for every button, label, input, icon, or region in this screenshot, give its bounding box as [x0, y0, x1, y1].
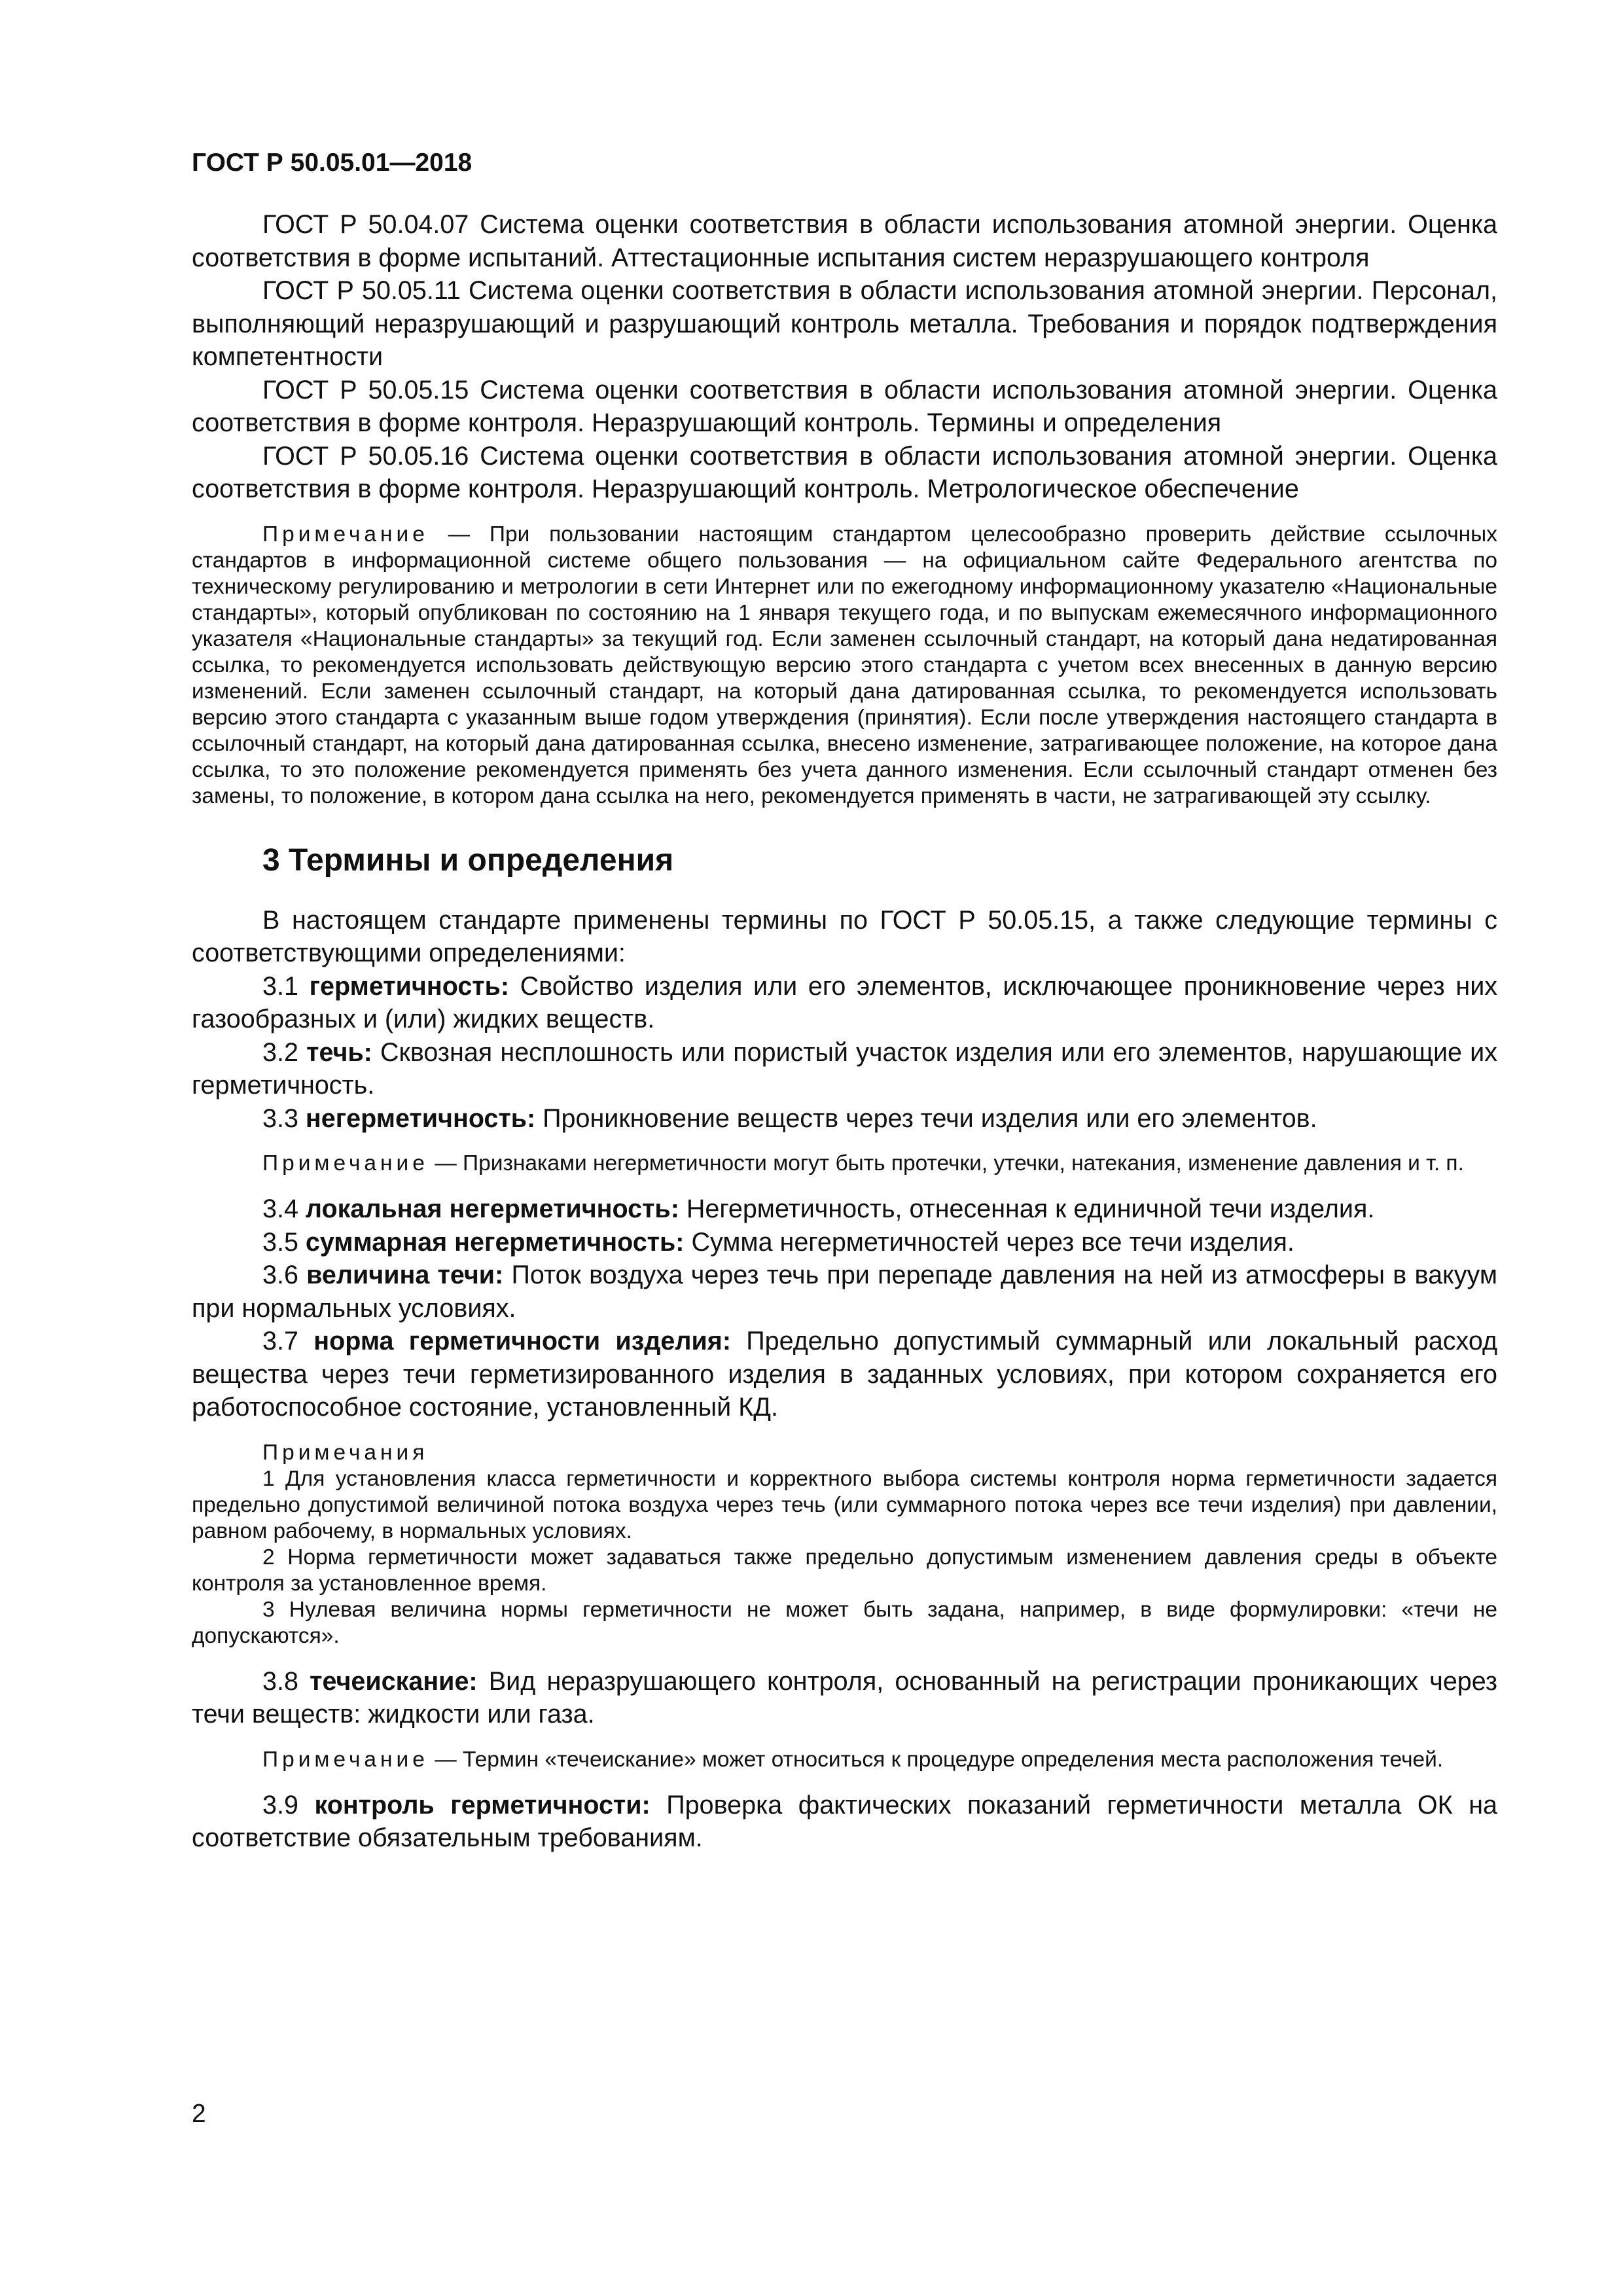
term-3-7	[192, 1325, 1497, 1424]
term-3-2	[192, 1036, 1497, 1102]
term-definition: Поток воздуха через течь при перепаде давления на ней из атмосферы в вакуум при нормальных условиях.	[192, 1261, 1497, 1323]
reference-item: ГОСТ Р 50.04.07 Система оценки соответствия в области использования атомной энергии. Оценка соответствия в форме испытаний. Аттестационные испытания систем неразрушающего контроля	[192, 210, 1497, 272]
note-text: При пользовании настоящим стандартом целесообразно проверить действие ссылочных стандартов в информационной системе общего пользования — на официальном сайте Федерального агентства по техническому регулированию и метрологии в сети Интернет или по ежегодному информационному указателю «Национальные стандарты», который опубликован по состоянию на 1 января текущего года, и по выпускам ежемесячного информационного указателя «Национальные стандарты» за текущий год. Если заменен ссылочный стандарт, на который дана недатированная ссылка, то рекомендуется использовать действующую версию этого стандарта с учетом всех внесенных в данную версию изменений. Если заменен ссылочный стандарт, на который дана датированная ссылка, то рекомендуется использовать версию этого стандарта с указанным выше годом утверждения (принятия). Если после утверждения настоящего стандарта в ссылочный стандарт, на который дана датированная ссылка, внесено изменение, затрагивающее положение, на которое дана ссылка, то это положение рекомендуется применять без учета данного изменения. Если ссылочный стандарт отменен без замены, то положение, в котором дана ссылка на него, рекомендуется применять в части, не затрагивающей эту ссылку.	[192, 522, 1497, 808]
note-label: Примечание	[262, 522, 429, 547]
document-code-header: ГОСТ Р 50.05.01—2018	[192, 149, 473, 177]
note-3-7-2: 2 Норма герметичности может задаваться также предельно допустимым изменением давления среды в объекте контроля за установленное время.	[192, 1545, 1497, 1596]
term-name: суммарная негерметичность:	[305, 1227, 685, 1257]
term-name: величина течи:	[306, 1261, 504, 1289]
note-3-7-3: 3 Нулевая величина нормы герметичности не может быть задана, например, в виде формулировки: «течи не допускаются».	[192, 1597, 1497, 1648]
note-label: Примечание	[262, 1747, 429, 1772]
term-3-4	[192, 1193, 1497, 1226]
notes-3-7-label	[192, 1440, 1497, 1466]
term-3-8	[192, 1665, 1497, 1731]
term-name: течь:	[306, 1037, 372, 1067]
reference-item: ГОСТ Р 50.05.15 Система оценки соответствия в области использования атомной энергии. Оценка соответствия в форме контроля. Неразрушающий контроль. Термины и определения	[192, 375, 1497, 437]
note-dash: —	[428, 1747, 463, 1772]
note-text: Термин «течеискание» может относиться к процедуре определения места расположения течей.	[463, 1747, 1444, 1772]
reference-item: ГОСТ Р 50.05.11 Система оценки соответствия в области использования атомной энергии. Персонал, выполняющий неразрушающий и разрушающий контроль металла. Требования и порядок подтверждения компетентности	[192, 276, 1497, 371]
term-3-6	[192, 1259, 1497, 1325]
note-text: Признаками негерметичности могут быть протечки, утечки, натекания, изменение давления и т. п.	[463, 1151, 1464, 1175]
term-3-3	[192, 1102, 1497, 1136]
term-name: течеискание:	[310, 1666, 478, 1696]
term-definition: Негерметичность, отнесенная к единичной течи изделия.	[679, 1194, 1375, 1223]
term-definition: Вид неразрушающего контроля, основанный на регистрации проникающих через течи веществ: жидкости или газа.	[192, 1666, 1497, 1729]
term-name: герметичность:	[309, 971, 510, 1001]
term-number: 3.2	[262, 1037, 307, 1067]
term-name: негерметичность:	[305, 1103, 536, 1133]
term-number: 3.7	[262, 1327, 314, 1355]
page-content	[192, 147, 1497, 1855]
term-number: 3.4	[262, 1194, 306, 1223]
term-number: 3.9	[262, 1790, 315, 1820]
term-number: 3.1	[262, 971, 310, 1001]
note-dash: —	[428, 1151, 463, 1175]
term-3-9	[192, 1789, 1497, 1855]
term-name: локальная негерметичность:	[305, 1194, 679, 1223]
note-label: Примечание	[262, 1151, 429, 1175]
note-dash: —	[428, 522, 490, 547]
section-intro: В настоящем стандарте применены термины по ГОСТ Р 50.05.15, а также следующие термины с соответствующими определениями:	[192, 905, 1497, 967]
term-number: 3.8	[262, 1666, 310, 1696]
term-definition: Проверка фактических показаний герметичности металла ОК на соответствие обязательным требованиям.	[192, 1790, 1497, 1852]
note-3-7-1: 1 Для установления класса герметичности и корректного выбора системы контроля норма герметичности задается предельно допустимой величиной потока воздуха через течь (или суммарного потока через все течи изделия) при давлении, равном рабочему, в нормальных условиях.	[192, 1466, 1497, 1543]
term-number: 3.5	[262, 1227, 306, 1257]
term-number: 3.6	[262, 1261, 307, 1289]
term-definition: Проникновение веществ через течи изделия или его элементов.	[535, 1103, 1317, 1133]
term-3-1	[192, 970, 1497, 1036]
term-definition: Свойство изделия или его элементов, исключающее проникновение через них газообразных и (или) жидких веществ.	[192, 971, 1498, 1033]
term-3-5	[192, 1226, 1497, 1259]
section-title: 3 Термины и определения	[262, 842, 674, 878]
term-definition: Сумма негерметичностей через все течи изделия.	[684, 1227, 1294, 1257]
page-number: 2	[192, 2100, 206, 2128]
term-definition: Предельно допустимый суммарный или локальный расход вещества через течи герметизированного изделия в заданных условиях, при котором сохраняется его работоспособное состояние, установленный КД.	[192, 1327, 1498, 1422]
term-name: норма герметичности изделия:	[313, 1327, 731, 1355]
term-name: контроль герметичности:	[314, 1790, 651, 1820]
term-number: 3.3	[262, 1103, 306, 1133]
note-references	[192, 522, 1497, 810]
reference-item: ГОСТ Р 50.05.16 Система оценки соответствия в области использования атомной энергии. Оценка соответствия в форме контроля. Неразрушающий контроль. Метрологическое обеспечение	[192, 441, 1497, 503]
term-definition: Сквозная несплошность или пористый участок изделия или его элементов, нарушающие их герметичность.	[192, 1037, 1497, 1100]
note-3-8	[192, 1747, 1497, 1773]
note-3-3	[192, 1151, 1497, 1177]
notes-label: Примечания	[262, 1440, 429, 1465]
